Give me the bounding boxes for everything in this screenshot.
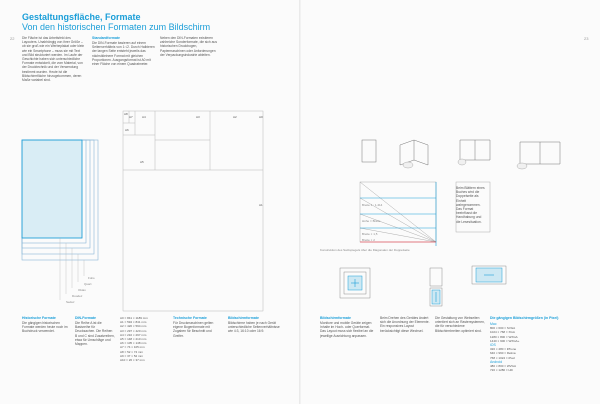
screen-size-list	[490, 322, 580, 372]
hist-label-4: Duodez	[72, 294, 83, 298]
list-item: 800 × 600 = SVGA	[490, 326, 516, 331]
din-list-item: A5 = 148 × 210 mm	[120, 337, 147, 342]
right-col3-text: Die Gestaltung von Webseiten orientiert sich an Rastersystemen, die für verschiedene Bildschirmbreiten optimiert sind.	[435, 316, 485, 333]
din-list-item: A4 = 210 × 297 mm	[120, 332, 147, 337]
cap-screen-title: Bildschirmformate	[228, 316, 259, 320]
din-list-item: A2 = 420 × 594 mm	[120, 324, 147, 329]
intro-text-col1: Die Fläche ist das Arbeitsfeld des Layouters. Unabhängig von ihrer Größe – ob sie groß wie ein Werbeplakat oder klein wie ein Smartphone – muss sie mit Text und Bild strukturiert werden. Im Laufe der Geschichte haben sich unterschiedliche Formate entwickelt, die vom Material, von der Drucktechnik und der Verwendung bestimmt wurden. Heute ist die Bildschirmfläche hinzugekommen, deren Maße variabel sind.	[22, 36, 85, 83]
group-name: iOS	[490, 343, 496, 348]
list-item: 768 × 1024 = iPad	[490, 355, 515, 360]
hist-label-1: Folio	[88, 276, 95, 280]
din-list-item: A7 = 74 × 105 mm	[120, 345, 145, 350]
cap-tech-text: Für Druckmaschinen gelten eigene Bogenformate mit Zugaben für Beschnitt und Greifer.	[173, 321, 214, 338]
din-list-item: A3 = 297 × 420 mm	[120, 328, 147, 333]
list-item: 1440 × 900 = WXGA+	[490, 338, 520, 343]
diag-label-4: Breite × 2	[362, 238, 375, 242]
right-col2-text: Beim Drehen des Gerätes ändert sich die Anordnung der Elemente. Ein responsives Layout berücksichtigt diese Wechsel.	[380, 316, 430, 333]
right-col1-title: Bildschirmformate	[320, 316, 351, 320]
page-subtitle: Von den historischen Formaten zum Bildschirm	[22, 22, 211, 32]
din-list-item: A1 = 594 × 841 mm	[120, 320, 147, 325]
list-item: 1280 × 800 = WXGA	[490, 334, 518, 339]
label-a2: A2	[233, 115, 237, 119]
din-list-item: A6 = 105 × 148 mm	[120, 341, 147, 346]
cap-hist-text: Die gängigen historischen Formate werden heute noch im Buchdruck verwendet.	[22, 321, 68, 334]
label-a1: A1	[259, 203, 263, 207]
diag-label-2: Höhe = Breite	[362, 219, 381, 223]
din-list-item: A8 = 52 × 74 mm	[120, 349, 144, 354]
diag-label-3: Breite × 1,5	[362, 232, 378, 236]
intro-text-col2: Die DIN-Formate basieren auf einem Seitenverhältnis von 1:√2. Durch Halbieren der langen Seite entsteht jeweils das nächstkleinere Format mit gleichen Proportionen. Ausgangsformat ist A0 mit einer Fläche von einem Quadratmeter.	[92, 41, 155, 67]
diag-caption: Konstruktion des Satzspiegels über die Diagonalen der Doppelseite	[320, 248, 410, 252]
right-col1-text: Monitore und mobile Geräte zeigen Inhalte im Hoch- oder Querformat. Das Layout muss sich flexibel an die jeweilige Ausrichtung anpassen.	[320, 321, 374, 338]
page-number-left: 22	[10, 36, 15, 41]
list-item: 320 × 480 = iPhone	[490, 347, 517, 352]
group-name: Mac	[490, 322, 497, 326]
col2-heading: Standardformate	[92, 36, 121, 40]
screen-list-title: Die gängigen Bildschirmgrößen (in Pixel)	[490, 316, 559, 320]
list-item: 720 × 1280 = HD	[490, 368, 513, 373]
label-a5: A5	[140, 160, 144, 164]
list-item: 1024 × 768 = XGA	[490, 330, 515, 335]
right-intro-text: Beim Blättern eines Buches wird die Doppelseite als Einheit wahrgenommen. Das Format beeinflusst die Handhabung und die Lesesituation.	[456, 186, 485, 224]
label-a6: A6	[125, 128, 129, 132]
group-name: Android	[490, 359, 503, 364]
cap-tech-title: Technische Formate	[173, 316, 207, 320]
list-item: 480 × 800 = WVGA	[490, 364, 517, 369]
hist-label-3: Oktav	[78, 288, 86, 292]
cap-din-text: Die Reihe A ist die Basisreihe für Drucksachen. Die Reihen B und C sind Zusatzreihen, etwa für Umschläge und Mappen.	[75, 321, 115, 347]
din-list-item: A10 = 26 × 37 mm	[120, 358, 145, 363]
page-title: Gestaltungsfläche, Formate	[22, 12, 141, 22]
hist-label-2: Quart	[84, 282, 92, 286]
cap-din-title: DIN-Formate	[75, 316, 97, 320]
intro-text-col3: Neben den DIN-Formaten existieren zahlreiche Sonderformate, die sich aus historischen Druckbogen, Papiermaschinen oder Anforderungen der Verpackungsindustrie ableiten.	[160, 36, 217, 57]
hist-label-5: Sedez	[66, 300, 75, 304]
diag-label-1: Breite 1 : 1,414	[362, 203, 383, 207]
label-a0: A0	[259, 115, 263, 119]
label-a7: A7	[129, 115, 133, 119]
page-number-right: 23	[584, 36, 589, 41]
cap-hist-title: Historische Formate	[22, 316, 56, 320]
cap-screen-text: Bildschirme haben je nach Gerät unterschiedliche Seitenverhältnisse wie 4:3, 16:10 oder 16:9.	[228, 321, 280, 334]
label-a8: A8	[124, 112, 128, 116]
din-list-item: A9 = 37 × 52 mm	[120, 353, 144, 358]
din-list-item: A0 = 841 × 1189 mm	[120, 316, 148, 320]
label-a4: A4	[142, 115, 146, 119]
label-a3: A3	[196, 115, 200, 119]
list-item: 640 × 960 = Retina	[490, 351, 516, 356]
